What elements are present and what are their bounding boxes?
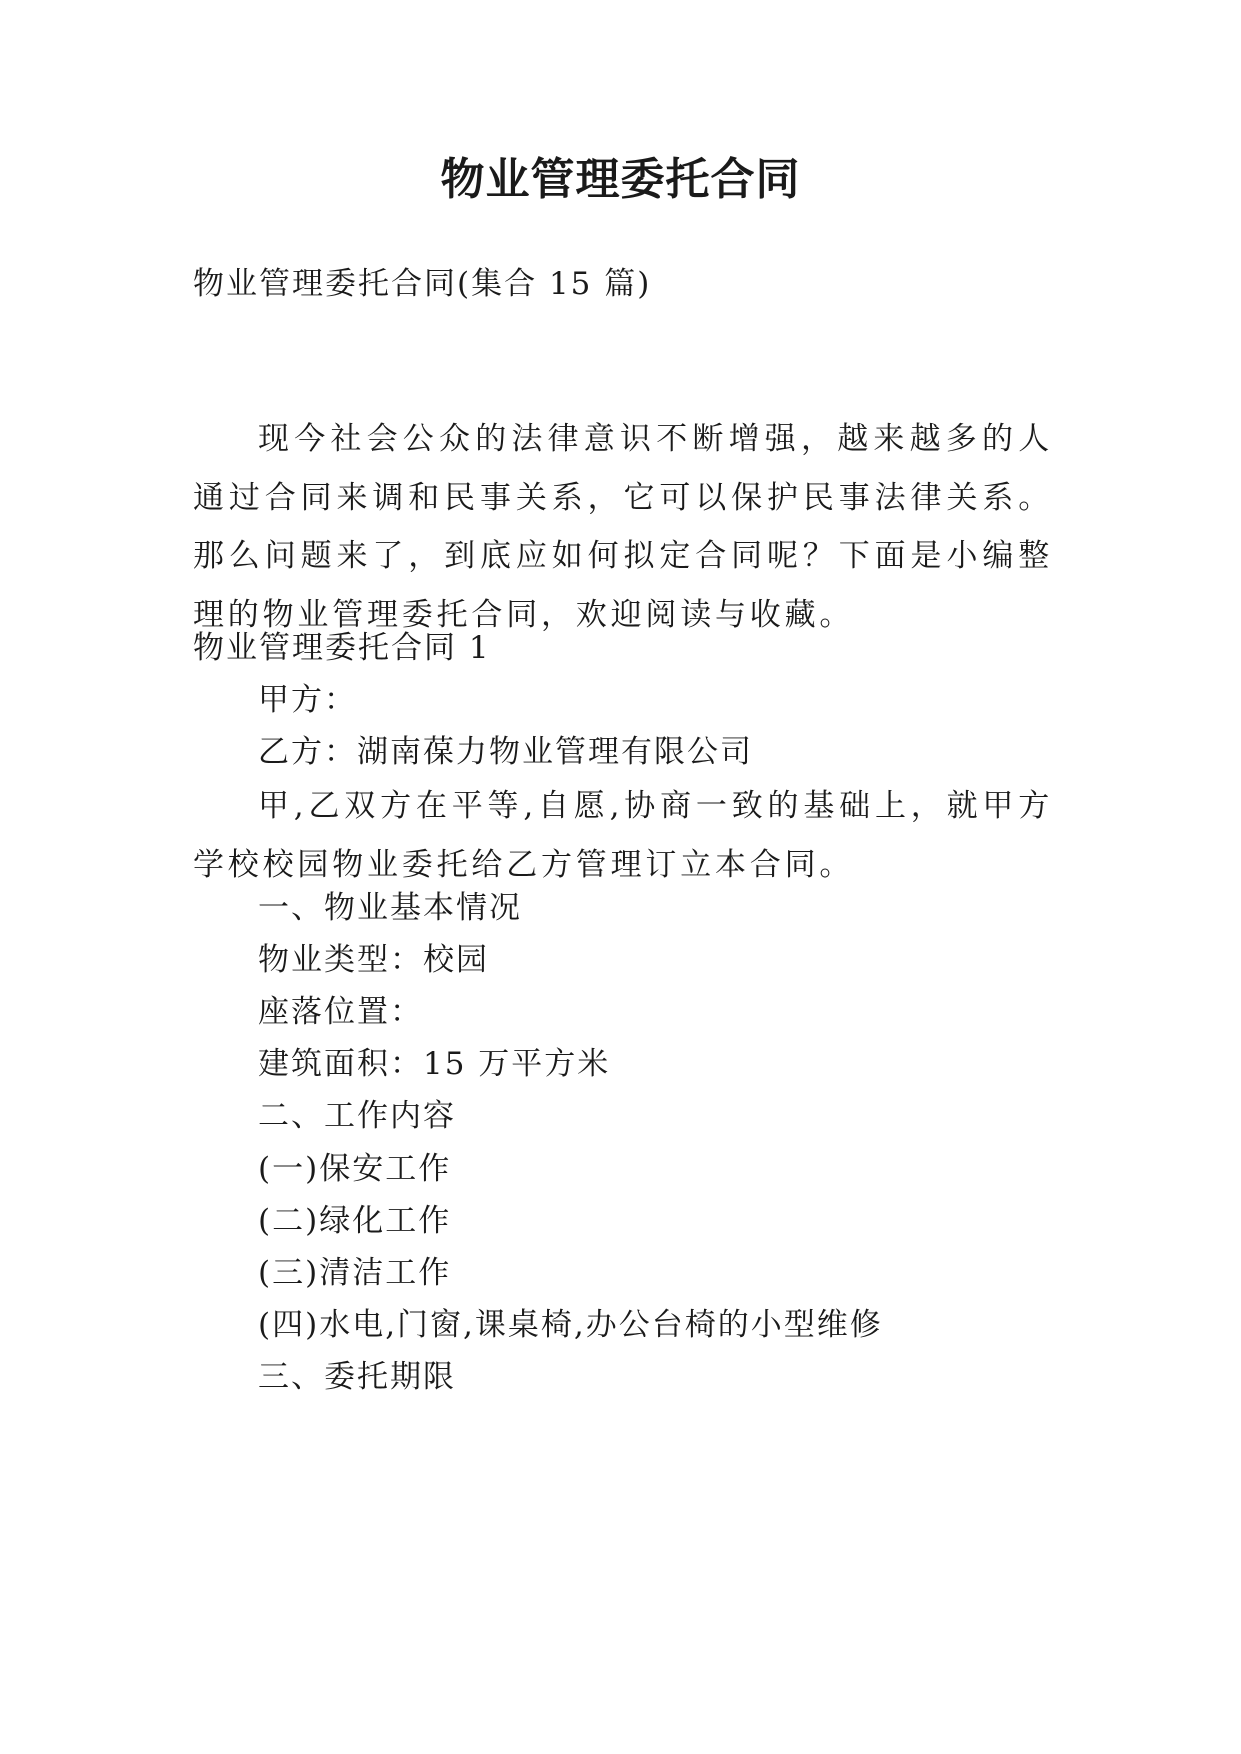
work-item-2: (二)绿化工作 [258,1203,452,1239]
work-item-1: (一)保安工作 [258,1151,452,1187]
party-a-line: 甲方： [258,682,357,718]
clause-2-heading: 二、工作内容 [258,1098,456,1134]
work-item-4: (四)水电,门窗,课桌椅,办公台椅的小型维修 [258,1307,883,1343]
clause-1-heading: 一、物业基本情况 [258,890,522,926]
property-type-line: 物业类型：校园 [258,942,489,978]
building-area-line: 建筑面积：15 万平方米 [258,1046,611,1082]
party-b-line: 乙方：湖南葆力物业管理有限公司 [258,734,753,770]
agreement-paragraph: 甲,乙双方在平等,自愿,协商一致的基础上，就甲方学校校园物业委托给乙方管理订立本合同。 [193,788,1053,883]
location-line: 座落位置： [258,994,423,1030]
clause-3-heading: 三、委托期限 [258,1359,456,1395]
intro-paragraph: 现今社会公众的法律意识不断增强，越来越多的人通过合同来调和民事关系，它可以保护民事法律关系。那么问题来了，到底应如何拟定合同呢？下面是小编整理的物业管理委托合同，欢迎阅读与收藏。 [193,421,1053,633]
document-title: 物业管理委托合同 [440,154,801,205]
section-heading: 物业管理委托合同 1 [193,630,491,666]
document-subtitle: 物业管理委托合同(集合 15 篇) [193,266,652,302]
work-item-3: (三)清洁工作 [258,1255,452,1291]
